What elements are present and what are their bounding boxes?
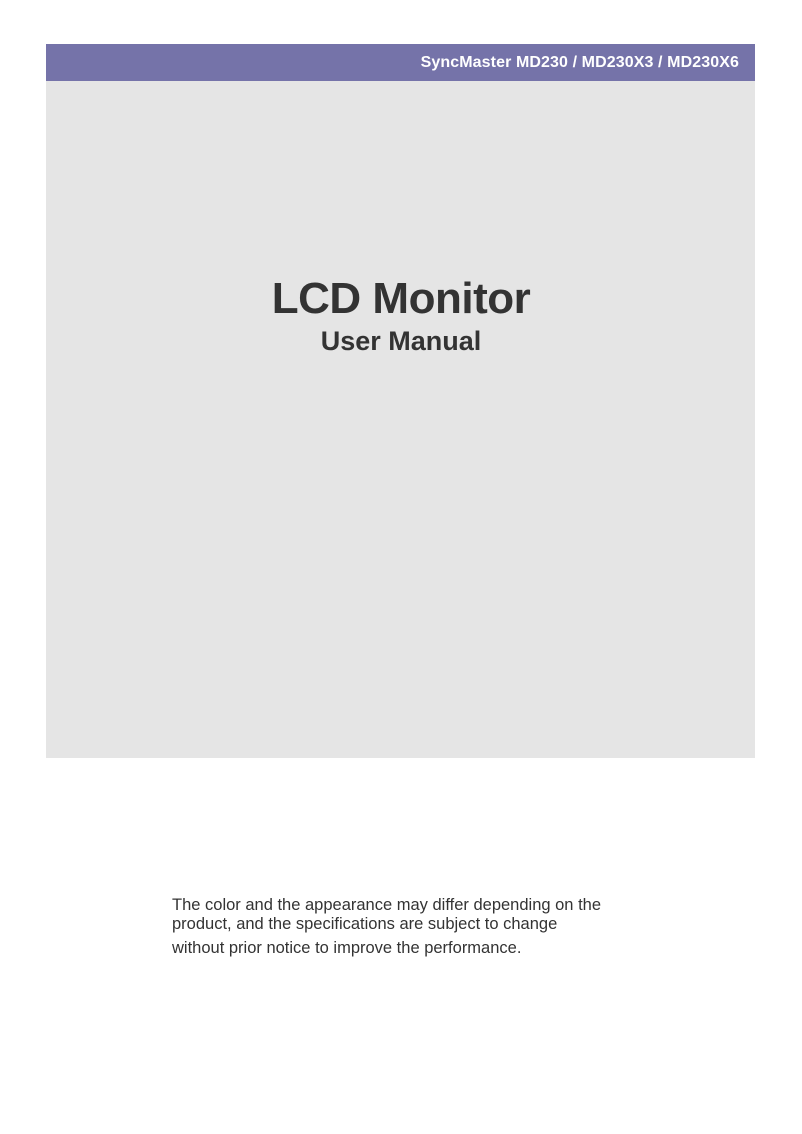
header-band <box>46 44 755 81</box>
document-title: LCD Monitor <box>271 274 531 323</box>
disclaimer-line: The color and the appearance may differ depending on the <box>172 896 601 914</box>
disclaimer-line: product, and the specifications are subject to change <box>172 915 558 933</box>
model-name: SyncMaster MD230 / MD230X3 / MD230X6 <box>420 53 739 71</box>
disclaimer-line: without prior notice to improve the performance. <box>172 939 522 957</box>
cover-panel <box>46 81 755 758</box>
disclaimer-text <box>172 896 652 958</box>
document-subtitle: User Manual <box>320 326 482 356</box>
